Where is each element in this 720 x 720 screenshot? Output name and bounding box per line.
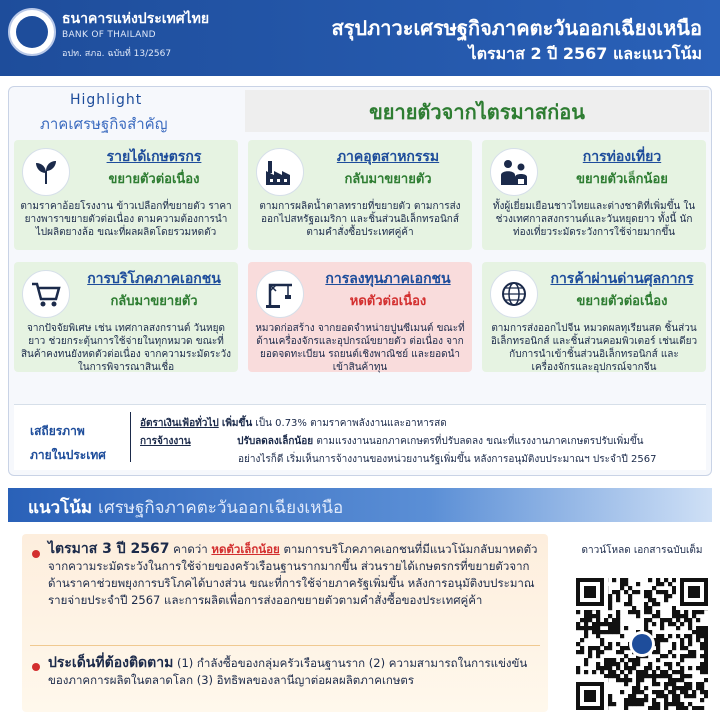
card-desc: ตามการผลิตน้ำตาลทรายที่ขยายตัว ตามการส่งออกไปสหรัฐอเมริกา และชิ้นส่วนอิเล็กทรอนิกส์ ตามคำสั่งซื้อประเทศคู่ค้า [259, 201, 461, 238]
globe-icon [490, 270, 538, 318]
card-private-consumption [14, 262, 238, 372]
inflation-label: อัตราเงินเฟ้อทั่วไป [140, 418, 219, 429]
headline-text: ขยายตัวจากไตรมาสก่อน [369, 100, 585, 124]
highlight-label: Highlight [70, 92, 143, 108]
card-farm-income [14, 140, 238, 250]
card-private-investment [248, 262, 472, 372]
page-title: สรุปภาวะเศรษฐกิจภาคตะวันออกเฉียงเหนือ [331, 16, 702, 40]
card-title: ภาคอุตสาหกรรม [336, 149, 440, 165]
stability-label-2: ภายในประเทศ [30, 448, 106, 462]
employment-text: ตามแรงงานนอกภาคเกษตรที่ปรับลดลง ขณะที่แรงงานภาคเกษตรปรับเพิ่มขึ้น [316, 436, 644, 447]
qr-code-icon[interactable] [576, 578, 708, 710]
bank-logo [8, 8, 56, 56]
card-status: กลับมาขยายตัว [344, 172, 432, 187]
card-title: การบริโภคภาคเอกชน [87, 271, 221, 287]
divider [130, 412, 131, 462]
card-border-trade [482, 262, 706, 372]
card-title: การค้าผ่านด่านศุลกากร [550, 271, 694, 287]
card-desc: จากปัจจัยพิเศษ เช่น เทศกาลสงกรานต์ วันหยุดยาว ช่วยกระตุ้นการใช้จ่ายในทุกหมวด ขณะที่สินค้าคงทนยังหดตัวต่อเนื่อง จากความระมัดระวังในการพิจารณาสินเชื่อ [20, 323, 232, 373]
inflation-status: เพิ่มขึ้น [221, 418, 253, 429]
outlook-title-main: แนวโน้ม [28, 498, 93, 518]
card-status: หดตัวต่อเนื่อง [349, 294, 427, 309]
emblem-icon [16, 16, 48, 48]
inflation-text: เป็น 0.73% ตามราคาพลังงานและอาหารสด [255, 418, 447, 429]
highlight-sublabel: ภาคเศรษฐกิจสำคัญ [40, 115, 168, 133]
card-title: การท่องเที่ยว [582, 149, 662, 165]
crane-icon [256, 270, 304, 318]
employment-row [140, 434, 644, 449]
outlook-p1-red: หดตัวเล็กน้อย [211, 542, 280, 556]
stability-label: เสถียรภาพ [30, 424, 85, 438]
outlook-p2-lead: ประเด็นที่ต้องติดตาม [48, 655, 174, 671]
sprout-icon [22, 148, 70, 196]
outlook-p1-text: ตามการบริโภคภาคเอกชนที่มีแนวโน้มกลับมาหดตัวจากความระมัดระวังในการใช้จ่ายของครัวเรือนฐานรากมากขึ้น ส่วนรายได้เกษตรกรที่ขยายตัวจากด้านราคาช่วยพยุงการบริโภคได้บางส่วน ขณะที่การใช้จ่ายภาครัฐเพิ่มขึ้น หลังการอนุมัติงบประมาณรายจ่ายประจำปี 2567 และการผลิตเพื่อการส่งออกขยายตัวตามคำสั่งซื้อของประเทศคู่ค้า [48, 542, 538, 607]
outlook-p2-text: (1) กำลังซื้อของกลุ่มครัวเรือนฐานราก (2) ความสามารถในการแข่งขันของภาคการผลิตในตลาดโลก (3) อิทธิพลของลานีญาต่อผลผลิตภาคเกษตร [48, 656, 528, 687]
bullet-icon [32, 550, 40, 558]
card-tourism [482, 140, 706, 250]
employment-label: การจ้างงาน [140, 436, 191, 447]
card-status: ขยายตัวต่อเนื่อง [108, 172, 200, 187]
outlook-title [28, 494, 343, 521]
card-status: ขยายตัวเล็กน้อย [576, 172, 668, 187]
bank-name-th: ธนาคารแห่งประเทศไทย [62, 11, 210, 27]
inflation-row [140, 416, 447, 431]
card-status: ขยายตัวต่อเนื่อง [576, 294, 668, 309]
employment-row-2: อย่างไรก็ดี เริ่มเห็นการจ้างงานของหน่วยงานรัฐเพิ่มขึ้น หลังการอนุมัติงบประมาณฯ ประจำปี 2567 [238, 454, 657, 465]
card-industry [248, 140, 472, 250]
tourist-icon [490, 148, 538, 196]
card-desc: ตามการส่งออกไปจีน หมวดผลทุเรียนสด ชิ้นส่วนอิเล็กทรอนิกส์ และชิ้นส่วนคอมพิวเตอร์ เช่นเดียวกับการนำเข้าชิ้นส่วนอิเล็กทรอนิกส์ และเครื่องจักรและอุปกรณ์จากจีน [490, 323, 698, 373]
card-desc: หมวดก่อสร้าง จากยอดจำหน่ายปูนซีเมนต์ ขณะที่ด้านเครื่องจักรและอุปกรณ์ขยายตัว ต่อเนื่อง จากยอดจดทะเบียน รถยนต์เชิงพาณิชย์ และยอดนำเข้าสินค้าทุน [255, 323, 465, 373]
outlook-paragraph-2 [48, 655, 538, 689]
bank-name-en: BANK OF THAILAND [62, 30, 156, 40]
page-subtitle: ไตรมาส 2 ปี 2567 และแนวโน้ม [468, 44, 702, 63]
outlook-p1-lead: ไตรมาส 3 ปี 2567 [48, 541, 170, 557]
card-title: รายได้เกษตรกร [106, 149, 202, 165]
qr-caption: ดาวน์โหลด เอกสารฉบับเต็ม [581, 545, 703, 556]
issue-number: อปท. สภอ. ฉบับที่ 13/2567 [62, 49, 172, 59]
factory-icon [256, 148, 304, 196]
employment-status: ปรับลดลงเล็กน้อย [237, 436, 314, 447]
card-desc: ตามราคาอ้อยโรงงาน ข้าวเปลือกที่ขยายตัว ราคายางพาราขยายตัวต่อเนื่อง ตามความต้องการนำไปผลิตยางล้อ ขณะที่ผลผลิตโดยรวมหดตัว [20, 201, 232, 238]
outlook-p1-pre: คาดว่า [173, 542, 208, 556]
outlook-paragraph-1 [48, 541, 538, 609]
card-title: การลงทุนภาคเอกชน [325, 271, 451, 287]
card-status: กลับมาขยายตัว [110, 294, 198, 309]
headline-banner [245, 90, 709, 132]
card-desc: ทั้งผู้เยี่ยมเยือนชาวไทยและต่างชาติที่เพิ่มขึ้น ในช่วงเทศกาลสงกรานต์และวันหยุดยาว ทั้งนี้ นักท่องเที่ยวระมัดระวังการใช้จ่ายมากขึ้น [492, 201, 696, 238]
outlook-title-sub: เศรษฐกิจภาคตะวันออกเฉียงเหนือ [98, 498, 344, 518]
cart-icon [22, 270, 70, 318]
bullet-icon [32, 663, 40, 671]
divider [30, 645, 540, 646]
